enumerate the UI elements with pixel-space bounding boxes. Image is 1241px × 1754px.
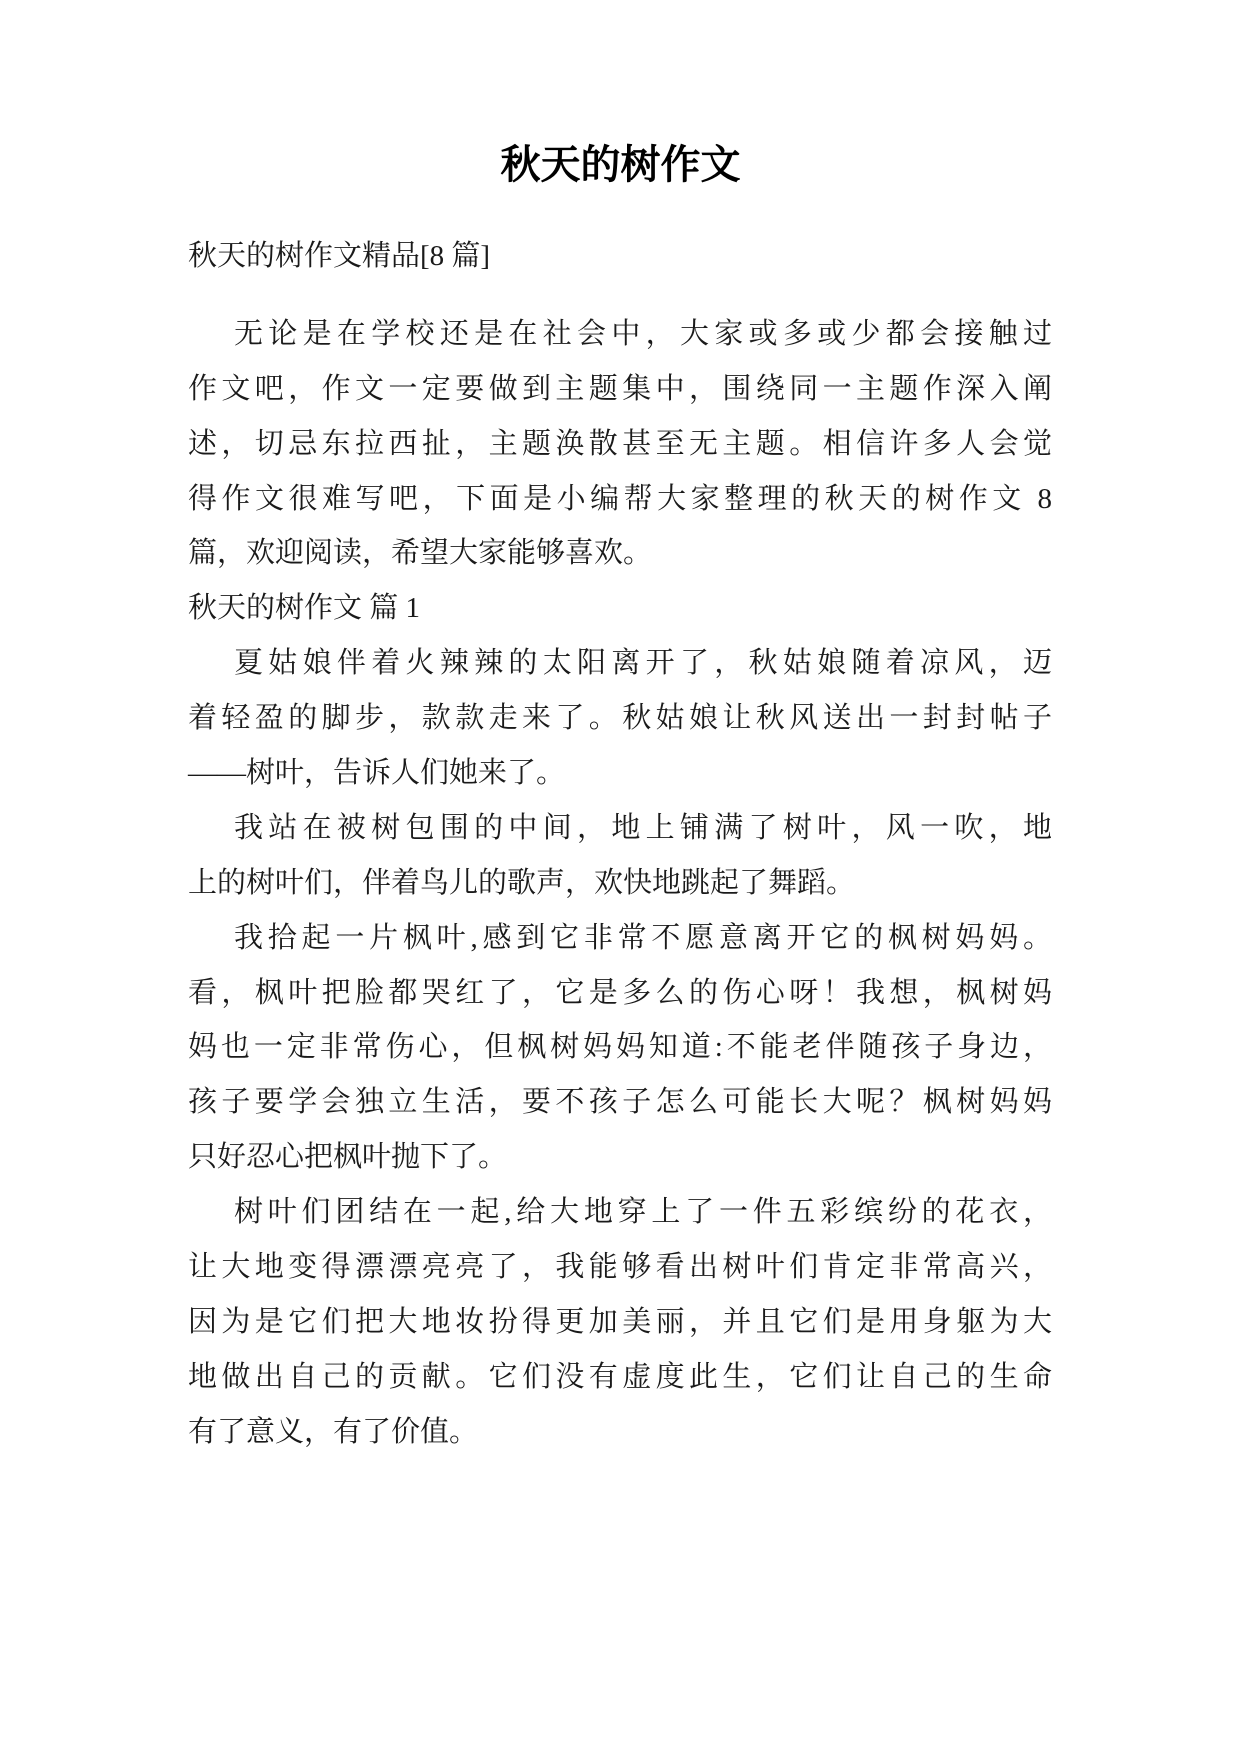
intro-paragraph	[188, 307, 1052, 581]
subtitle: 秋天的树作文精品[8 篇]	[188, 240, 491, 272]
paragraph-line: 作文吧，作文一定要做到主题集中，围绕同一主题作深入阐	[188, 372, 1052, 405]
paragraph-line: 夏姑娘伴着火辣辣的太阳离开了，秋姑娘随着凉风，迈	[234, 647, 1052, 680]
paragraph-line: 地做出自己的贡献。它们没有虚度此生，它们让自己的生命	[188, 1360, 1052, 1393]
paragraph	[188, 801, 1052, 911]
paragraph-line: 看，枫叶把脸都哭红了，它是多么的伤心呀！我想，枫树妈	[188, 976, 1052, 1009]
paragraph-line: 述，切忌东拉西扯，主题涣散甚至无主题。相信许多人会觉	[188, 427, 1052, 460]
paragraph-line: 我站在被树包围的中间，地上铺满了树叶，风一吹，地	[234, 811, 1052, 844]
page-title: 秋天的树作文	[500, 142, 741, 187]
paragraph-line: 妈也一定非常伤心，但枫树妈妈知道:不能老伴随孩子身边，	[188, 1031, 1052, 1064]
paragraph-line: 只好忍心把枫叶抛下了。	[188, 1141, 508, 1174]
paragraph	[188, 636, 1052, 801]
paragraph-line: 无论是在学校还是在社会中，大家或多或少都会接触过	[234, 317, 1052, 350]
paragraph-line: 孩子要学会独立生活，要不孩子怎么可能长大呢？枫树妈妈	[188, 1086, 1052, 1119]
paragraph-line: 篇，欢迎阅读，希望大家能够喜欢。	[188, 537, 653, 570]
paragraph-line: 着轻盈的脚步，款款走来了。秋姑娘让秋风送出一封封帖子	[188, 702, 1052, 735]
document-body	[188, 229, 1052, 1460]
paragraph-line: 有了意义，有了价值。	[188, 1415, 479, 1448]
paragraph-line: 因为是它们把大地妆扮得更加美丽，并且它们是用身躯为大	[188, 1305, 1052, 1338]
paragraph	[188, 911, 1052, 1185]
paragraph-line: 上的树叶们，伴着鸟儿的歌声，欢快地跳起了舞蹈。	[188, 866, 856, 899]
paragraph-line: 我拾起一片枫叶,感到它非常不愿意离开它的枫树妈妈。	[234, 921, 1052, 954]
paragraph	[188, 1185, 1052, 1459]
paragraph-line: 树叶们团结在一起,给大地穿上了一件五彩缤纷的花衣，	[234, 1196, 1052, 1229]
paragraph-line: 得作文很难写吧，下面是小编帮大家整理的秋天的树作文 8	[188, 482, 1052, 515]
section-heading: 秋天的树作文 篇 1	[188, 592, 421, 625]
paragraph-line: ——树叶，告诉人们她来了。	[188, 757, 566, 790]
paragraph-line: 让大地变得漂漂亮亮了，我能够看出树叶们肯定非常高兴，	[188, 1251, 1052, 1284]
